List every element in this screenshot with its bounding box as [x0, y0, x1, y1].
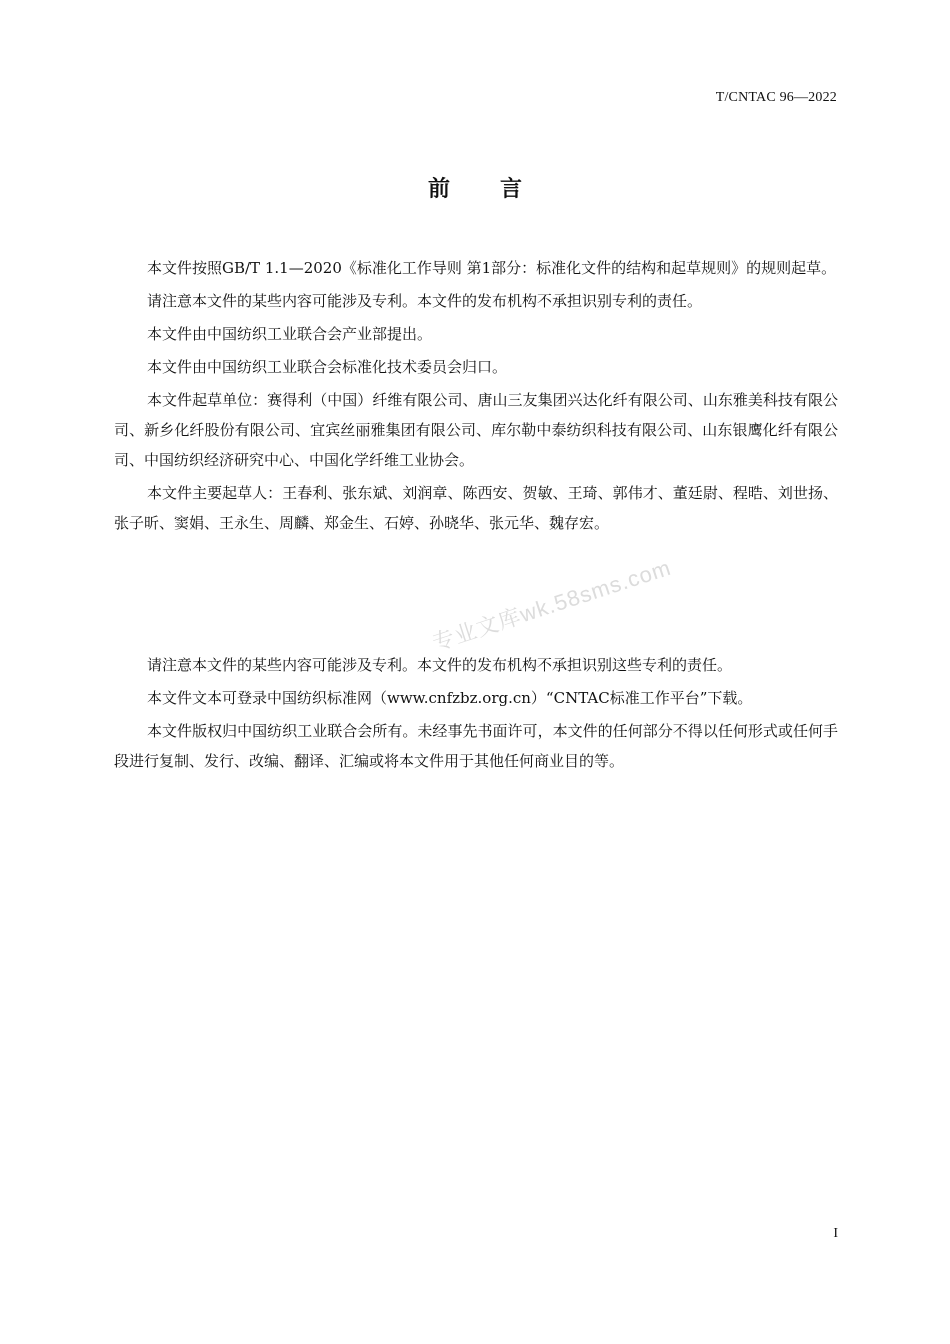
- paragraph-patent-responsibility: 请注意本文件的某些内容可能涉及专利。本文件的发布机构不承担识别这些专利的责任。: [147, 656, 733, 674]
- paragraph-drafters: 本文件主要起草人：王春利、张东斌、刘润章、陈西安、贺敏、王琦、郭伟才、董廷尉、程晧、刘世扬、张子昕、窦娟、王永生、周麟、郑金生、石婷、孙晓华、张元华、魏存宏。: [114, 484, 838, 532]
- paragraph-download-info: 本文件文本可登录中国纺织标准网（www.cnfzbz.org.cn）“CNTAC标准工作平台”下载。: [147, 689, 753, 707]
- page-number: I: [833, 1226, 838, 1241]
- paragraph-drafting-rules: 本文件按照GB/T 1.1—2020《标准化工作导则 第1部分：标准化文件的结构和起草规则》的规则起草。: [147, 259, 837, 277]
- notice-body: [114, 650, 838, 779]
- paragraph-proposer: 本文件由中国纺织工业联合会产业部提出。: [147, 325, 433, 343]
- paragraph-copyright: 本文件版权归中国纺织工业联合会所有。未经事先书面许可，本文件的任何部分不得以任何形式或任何手段进行复制、发行、改编、翻译、汇编或将本文件用于其他任何商业目的等。: [114, 722, 838, 770]
- preface-body: [114, 253, 838, 541]
- document-code: T/CNTAC 96—2022: [715, 90, 837, 105]
- paragraph-patent-notice: 请注意本文件的某些内容可能涉及专利。本文件的发布机构不承担识别专利的责任。: [147, 292, 703, 310]
- watermark-text: 专业文库wk.58sms.com: [429, 554, 675, 656]
- page-title: 前言: [427, 177, 572, 202]
- paragraph-administrator: 本文件由中国纺织工业联合会标准化技术委员会归口。: [147, 358, 508, 376]
- paragraph-drafting-units: 本文件起草单位：赛得利（中国）纤维有限公司、唐山三友集团兴达化纤有限公司、山东雅美科技有限公司、新乡化纤股份有限公司、宜宾丝丽雅集团有限公司、库尔勒中泰纺织科技有限公司、山东银鹰化纤有限公司、中国纺织经济研究中心、中国化学纤维工业协会。: [114, 391, 838, 469]
